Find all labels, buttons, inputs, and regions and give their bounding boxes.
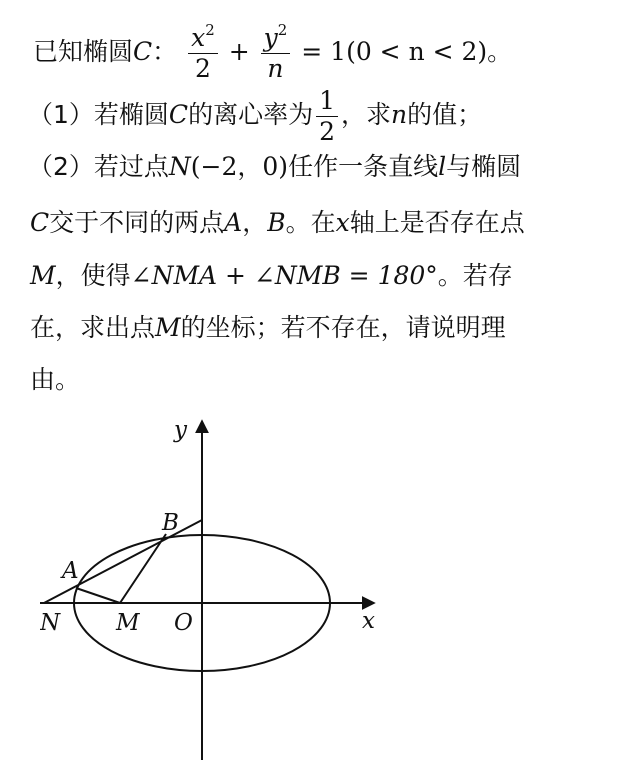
- part2-l1-a: 若过点: [93, 152, 169, 181]
- part-2-line-2: [0, 206, 628, 240]
- part1-curve: C: [168, 100, 189, 129]
- point-B-text: B: [267, 208, 286, 237]
- line-l: l: [438, 152, 447, 181]
- ellipse-figure: [40, 410, 400, 760]
- point-N-coords: (−2，0): [190, 152, 289, 181]
- power-y: 2: [277, 20, 288, 39]
- intro-prefix: 已知椭圆: [33, 37, 134, 66]
- part1-text-a: 若椭圆: [93, 100, 169, 129]
- part2-l3-a: ，使得: [55, 261, 131, 290]
- var-y: y: [263, 22, 278, 52]
- part2-curve: C: [30, 208, 50, 237]
- part1-var: n: [391, 100, 408, 129]
- fraction-y2-over-n: [261, 20, 291, 84]
- label-N: N: [40, 610, 61, 636]
- den-y: n: [267, 53, 284, 83]
- part-1: [0, 84, 628, 146]
- axis-x-text: x: [335, 208, 350, 237]
- part2-l5: 由。: [30, 365, 81, 394]
- point-M-text: M: [30, 261, 56, 290]
- den-x: 2: [195, 53, 211, 83]
- part2-l2-b: ，: [242, 208, 268, 237]
- part1-text-c: ，求: [340, 100, 391, 129]
- part-2-line-3: [0, 259, 628, 293]
- intro-suffix: 。: [487, 37, 513, 66]
- part2-l4-b: 的坐标；若不存在，请说明理: [180, 313, 506, 342]
- part1-label: （1）: [28, 100, 94, 129]
- intro-colon: ：: [152, 37, 178, 66]
- fraction-one-half: [316, 86, 338, 147]
- curve-C: C: [133, 37, 153, 66]
- segment-M-B: [120, 534, 166, 603]
- fraction-x2-over-2: [188, 20, 218, 84]
- part2-l2-c: 。在: [285, 208, 336, 237]
- angle-equation: ∠NMA + ∠NMB = 180°: [130, 261, 438, 290]
- part2-l1-c: 与椭圆: [446, 152, 522, 181]
- part2-label: （2）: [28, 152, 94, 181]
- label-B: B: [162, 510, 179, 536]
- plus-sign: +: [228, 37, 250, 66]
- label-O: O: [174, 610, 193, 636]
- part2-l1-b: 任作一条直线: [288, 152, 439, 181]
- problem-intro: [0, 22, 628, 82]
- point-M-text-2: M: [155, 313, 181, 342]
- var-x: x: [191, 22, 206, 52]
- point-N-text: N: [168, 152, 191, 181]
- label-y: y: [174, 417, 187, 443]
- segment-M-A: [76, 588, 120, 603]
- label-A: A: [62, 558, 79, 584]
- part2-l2-d: 轴上是否存在点: [349, 208, 525, 237]
- equation-rhs: = 1(0 < n < 2): [301, 37, 488, 66]
- part2-l4-a: 在，求出点: [30, 313, 156, 342]
- frac-num: 1: [316, 86, 338, 117]
- label-M: M: [116, 610, 140, 636]
- part-2-line-5: [0, 363, 628, 397]
- part1-text-d: 的值；: [407, 100, 483, 129]
- part2-l3-b: 。若存: [437, 261, 513, 290]
- part-2-line-4: [0, 311, 628, 345]
- part2-l2-a: 交于不同的两点: [49, 208, 225, 237]
- point-A-text: A: [224, 208, 243, 237]
- power-x: 2: [205, 20, 215, 39]
- part-2-line-1: [0, 150, 628, 184]
- label-x: x: [362, 608, 375, 634]
- part1-text-b: 的离心率为: [188, 100, 314, 129]
- frac-den: 2: [319, 116, 335, 146]
